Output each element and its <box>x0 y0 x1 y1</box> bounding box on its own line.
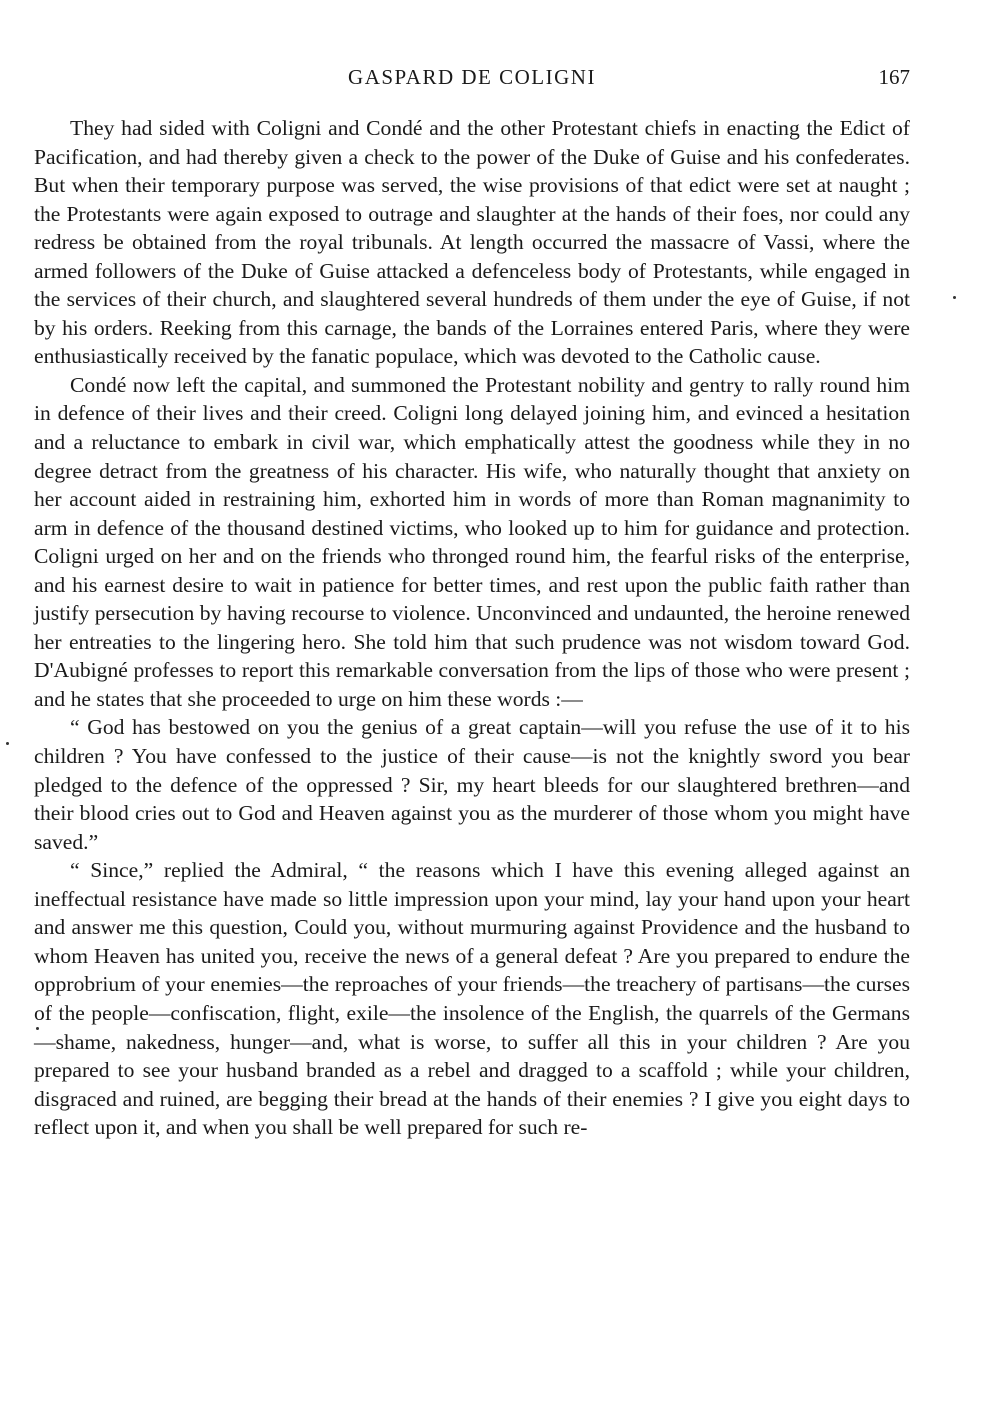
running-head <box>34 62 910 92</box>
body-text <box>34 114 910 1142</box>
running-title: GASPARD DE COLIGNI <box>348 65 596 89</box>
page-number: 167 <box>878 65 910 89</box>
paragraph-wife-speech: “ God has bestowed on you the genius of a great captain—will you refuse the use of it to his children ? You have confessed to the justice of their cause—is not the knightly sword you bear pledged to the defence of the oppressed ? Sir, my heart bleeds for our slaughtered brethren—and their blood cries out to God and Heaven against you as the murderer of those whom you might have saved.” <box>34 715 910 854</box>
paragraph-admiral-reply: “ Since,” replied the Admiral, “ the reasons which I have this evening alleged against an ineffectual resistance have made so little impression upon your mind, lay your hand upon your heart and answer me this question, Could you, without murmuring against Providence and the husband to whom Heaven has united you, receive the news of a general defeat ? Are you prepared to endure the opprobrium of your enemies—the reproaches of your friends—the treachery of partisans—the curses of the people—confiscation, flight, exile—the insolence of the English, the quarrels of the Germans—shame, nakedness, hunger—and, what is worse, to suffer all this in your children ? Are you prepared to see your husband branded as a rebel and dragged to a scaffold ; while your children, disgraced and ruined, are begging their bread at the hands of their enemies ? I give you eight days to reflect upon it, and when you shall be well prepared for such re- <box>34 858 910 1140</box>
paragraph-conde: Condé now left the capital, and summoned the Protestant nobility and gentry to rally round him in defence of their lives and their creed. Coligni long delayed joining him, and evinced a hesitation and a reluctance to embark in civil war, which emphatically attest the goodness while they in no degree detract from the greatness of his character. His wife, who naturally thought that anxiety on her account aided in restraining him, exhorted him in words of more than Roman magnanimity to arm in defence of the thousand destined victims, who looked up to him for guidance and protection. Coligni urged on her and on the friends who thronged round him, the fearful risks of the enterprise, and his earnest desire to wait in patience for better times, and rest upon the public faith rather than justify persecution by having recourse to violence. Unconvinced and undaunted, the heroine renewed her entreaties to the lingering hero. She told him that such prudence was not wisdom toward God. D'Aubigné professes to report this remarkable conversation from the lips of those who were present ; and he states that she proceeded to urge on him these words :— <box>34 372 910 711</box>
print-speck <box>953 296 956 299</box>
print-speck <box>36 1027 39 1030</box>
print-speck <box>6 742 9 745</box>
paragraph-edict: They had sided with Coligni and Condé and the other Protestant chiefs in enacting the Edict of Pacification, and had thereby given a check to the power of the Duke of Guise and his confederates. But when their temporary purpose was served, the wise provisions of that edict were set at naught ; the Protestants were again exposed to outrage and slaughter at the hands of their foes, nor could any redress be obtained from the royal tribunals. At length occurred the massacre of Vassi, where the armed followers of the Duke of Guise attacked a defenceless body of Protestants, while engaged in the services of their church, and slaughtered several hundreds of them under the eye of Guise, if not by his orders. Reeking from this carnage, the bands of the Lorraines entered Paris, where they were enthusiastically received by the fanatic populace, which was devoted to the Catholic cause. <box>34 116 910 369</box>
